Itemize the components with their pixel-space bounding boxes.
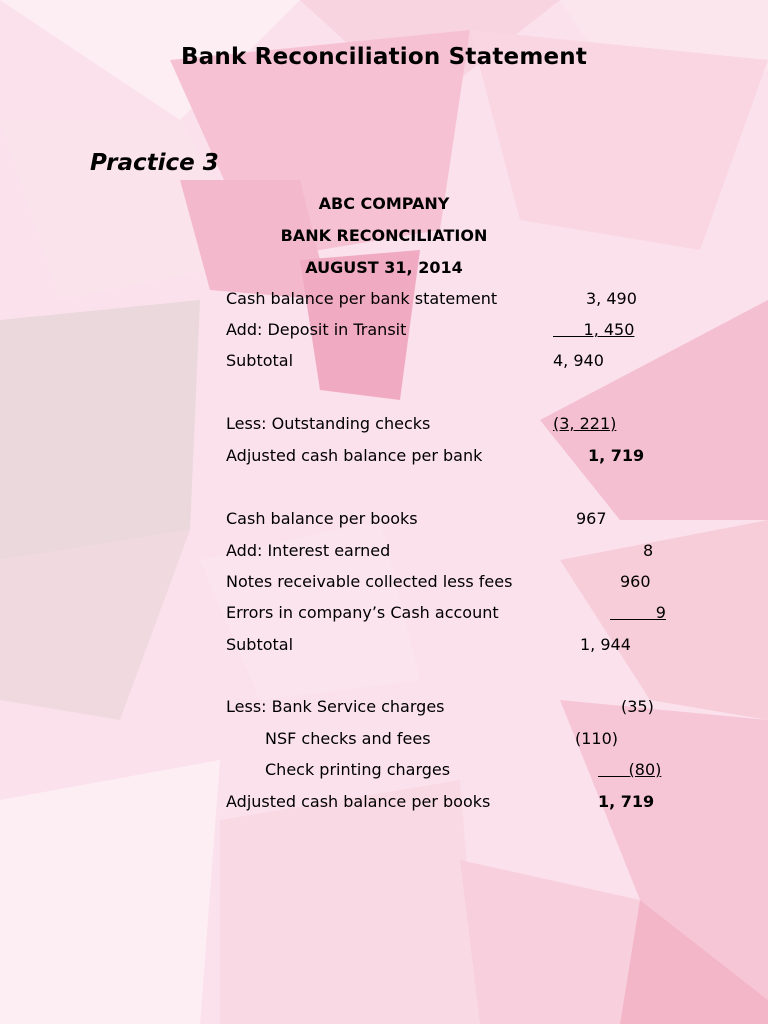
check-printing-value: (80) — [598, 760, 662, 779]
nsf-checks-value: (110) — [575, 729, 619, 748]
books-cash-balance-value: 967 — [576, 509, 607, 528]
report-date: AUGUST 31, 2014 — [305, 258, 463, 277]
company-name: ABC COMPANY — [318, 194, 450, 213]
bank-service-charges-value: (35) — [621, 697, 654, 716]
adjusted-bank-value: 1, 719 — [588, 446, 645, 465]
report-name: BANK RECONCILIATION — [280, 226, 488, 245]
deposit-transit-value: 1, 450 — [553, 320, 635, 339]
bank-cash-balance-label: Cash balance per bank statement — [226, 289, 498, 308]
page-title: Bank Reconciliation Statement — [180, 44, 588, 70]
books-subtotal-value: 1, 944 — [580, 635, 631, 654]
books-subtotal-label: Subtotal — [226, 635, 294, 654]
outstanding-checks-value: (3, 221) — [553, 414, 617, 433]
bank-subtotal-value: 4, 940 — [553, 351, 604, 370]
errors-cash-label: Errors in company’s Cash account — [226, 603, 499, 622]
notes-receivable-value: 960 — [620, 572, 651, 591]
adjusted-books-label: Adjusted cash balance per books — [226, 792, 491, 811]
books-cash-balance-label: Cash balance per books — [226, 509, 418, 528]
bank-cash-balance-value: 3, 490 — [586, 289, 637, 308]
practice-heading: Practice 3 — [90, 150, 219, 176]
errors-cash-value: 9 — [610, 603, 666, 622]
bank-service-charges-label: Less: Bank Service charges — [226, 697, 445, 716]
interest-earned-label: Add: Interest earned — [226, 541, 391, 560]
adjusted-books-value: 1, 719 — [598, 792, 655, 811]
deposit-transit-label: Add: Deposit in Transit — [226, 320, 407, 339]
outstanding-checks-label: Less: Outstanding checks — [226, 414, 431, 433]
check-printing-label: Check printing charges — [265, 760, 451, 779]
adjusted-bank-label: Adjusted cash balance per bank — [226, 446, 483, 465]
bank-subtotal-label: Subtotal — [226, 351, 294, 370]
notes-receivable-label: Notes receivable collected less fees — [226, 572, 513, 591]
nsf-checks-label: NSF checks and fees — [265, 729, 431, 748]
interest-earned-value: 8 — [643, 541, 654, 560]
